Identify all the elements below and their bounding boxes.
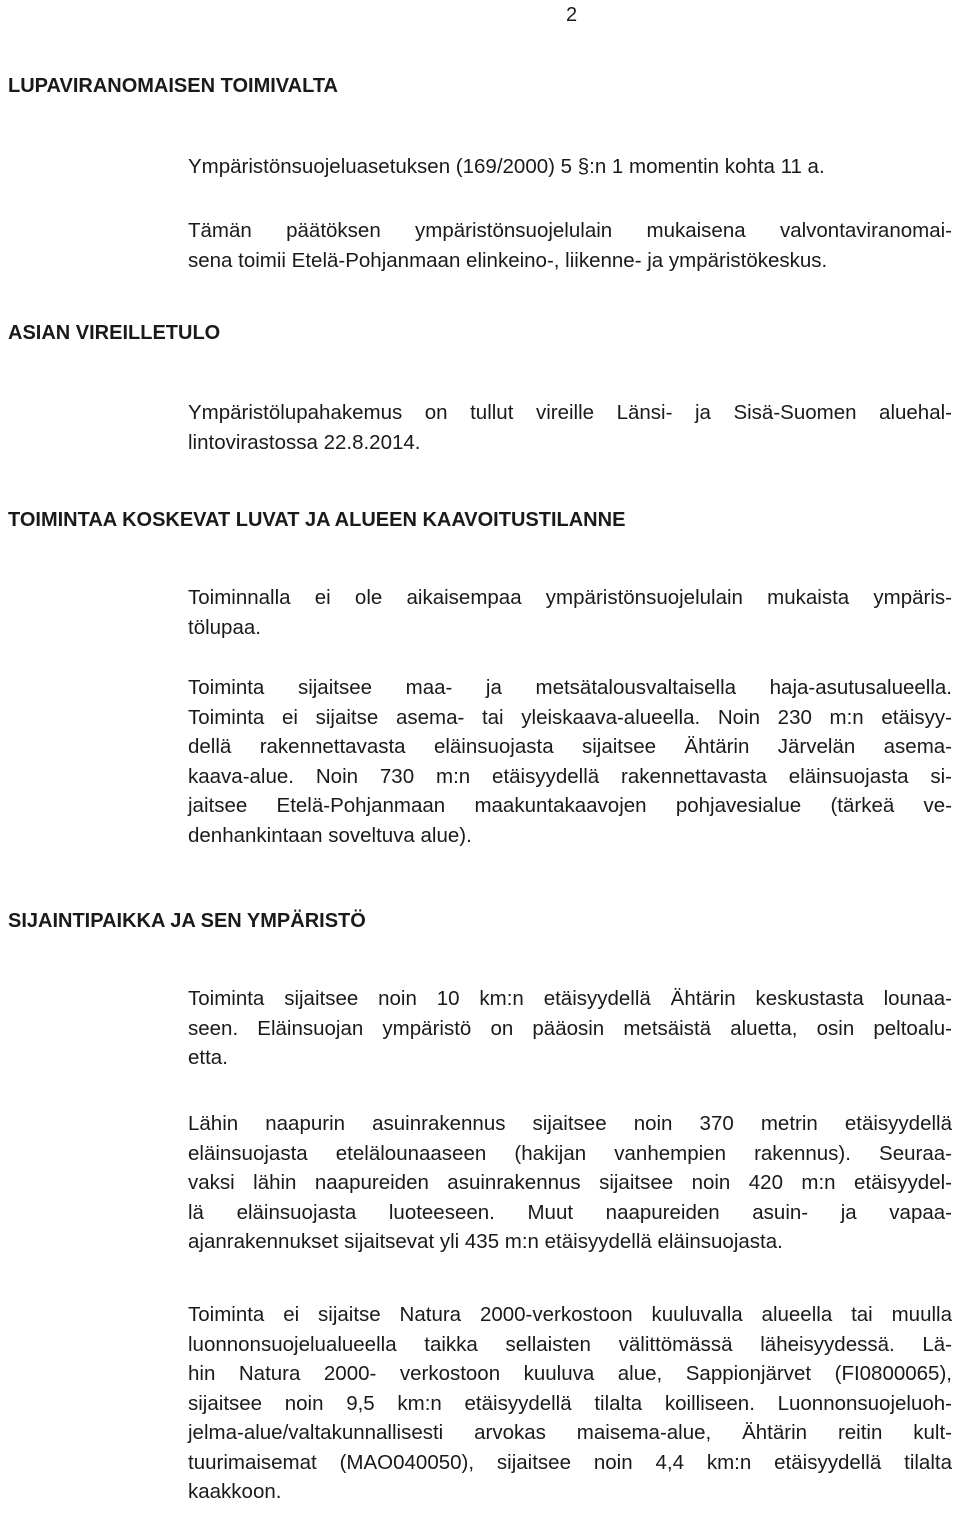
paragraph-line: sijaitsee noin 9,5 km:n etäisyydellä tilalta koilliseen. Luonnonsuojeluoh- <box>188 1391 952 1415</box>
section-heading-toimintaa-koskevat-luvat: TOIMINTAA KOSKEVAT LUVAT JA ALUEEN KAAVOITUSTILANNE <box>8 509 626 531</box>
paragraph-line: lä eläinsuojasta luoteeseen. Muut naapureiden asuin- ja vapaa- <box>188 1200 952 1224</box>
paragraph-line: luonnonsuojelualueella taikka sellaisten välittömässä läheisyydessä. Lä- <box>188 1332 952 1356</box>
paragraph <box>188 1300 952 1507</box>
paragraph <box>188 398 952 457</box>
paragraph <box>188 673 952 850</box>
paragraph-line: Toiminta sijaitsee maa- ja metsätalousvaltaisella haja-asutusalueella. <box>188 676 952 699</box>
paragraph <box>188 984 952 1073</box>
paragraph-line: lintovirastossa 22.8.2014. <box>188 430 421 454</box>
paragraph-line: jelma-alue/valtakunnallisesti arvokas maisema-alue, Ähtärin reitin kult- <box>188 1421 952 1444</box>
paragraph-line: Toiminta ei sijaitse Natura 2000-verkostoon kuuluvalla alueella tai muulla <box>188 1303 952 1326</box>
paragraph-line: eläinsuojasta etelälounaaseen (hakijan vanhempien rakennus). Seuraa- <box>188 1141 952 1165</box>
paragraph-line: Lähin naapurin asuinrakennus sijaitsee noin 370 metrin etäisyydellä <box>188 1112 952 1135</box>
paragraph-line: etta. <box>188 1046 228 1069</box>
paragraph-line: jaitsee Etelä-Pohjanmaan maakuntakaavojen pohjavesialue (tärkeä ve- <box>188 794 952 817</box>
paragraph-line: kaava-alue. Noin 730 m:n etäisyydellä rakennettavasta eläinsuojasta si- <box>188 764 952 788</box>
paragraph-line: tölupaa. <box>188 615 261 639</box>
paragraph <box>188 152 952 182</box>
paragraph-line: denhankintaan soveltuva alue). <box>188 823 472 847</box>
paragraph-line: hin Natura 2000- verkostoon kuuluva alue, Sappionjärvet (FI0800065), <box>188 1362 952 1385</box>
section-heading-asian-vireilletulo: ASIAN VIREILLETULO <box>8 322 221 344</box>
paragraph-line: Ympäristölupahakemus on tullut vireille Länsi- ja Sisä-Suomen aluehal- <box>188 401 952 424</box>
paragraph-line: vaksi lähin naapureiden asuinrakennus sijaitsee noin 420 m:n etäisyydel- <box>188 1171 952 1194</box>
paragraph-line: Toiminta sijaitsee noin 10 km:n etäisyydellä Ähtärin keskustasta lounaa- <box>188 987 952 1010</box>
paragraph-line: ajanrakennukset sijaitsevat yli 435 m:n etäisyydellä eläinsuojasta. <box>188 1230 783 1253</box>
paragraph-line: tuurimaisemat (MAO040050), sijaitsee noin 4,4 km:n etäisyydellä tilalta <box>188 1450 952 1474</box>
section-heading-sijaintipaikka-ja-sen-ymparisto: SIJAINTIPAIKKA JA SEN YMPÄRISTÖ <box>8 910 366 932</box>
paragraph-line: kaakkoon. <box>188 1480 282 1503</box>
paragraph-line: seen. Eläinsuojan ympäristö on pääosin metsäistä aluetta, osin peltoalu- <box>188 1016 952 1040</box>
page-number: 2 <box>566 4 578 26</box>
paragraph-line: Toiminnalla ei ole aikaisempaa ympäristönsuojelulain mukaista ympäris- <box>188 586 952 609</box>
section-heading-lupaviranomaisen-toimivalta: LUPAVIRANOMAISEN TOIMIVALTA <box>8 75 338 97</box>
paragraph-line: dellä rakennettavasta eläinsuojasta sijaitsee Ähtärin Järvelän asema- <box>188 735 952 758</box>
paragraph-line: Toiminta ei sijaitse asema- tai yleiskaava-alueella. Noin 230 m:n etäisyy- <box>188 705 952 729</box>
paragraph <box>188 216 952 275</box>
paragraph-line: Ympäristönsuojeluasetuksen (169/2000) 5 §:n 1 momentin kohta 11 a. <box>188 155 825 178</box>
paragraph-line: Tämän päätöksen ympäristönsuojelulain mukaisena valvontaviranomai- <box>188 219 952 242</box>
paragraph-line: sena toimii Etelä-Pohjanmaan elinkeino-, liikenne- ja ympäristökeskus. <box>188 248 828 272</box>
paragraph <box>188 1109 952 1257</box>
paragraph <box>188 583 952 642</box>
